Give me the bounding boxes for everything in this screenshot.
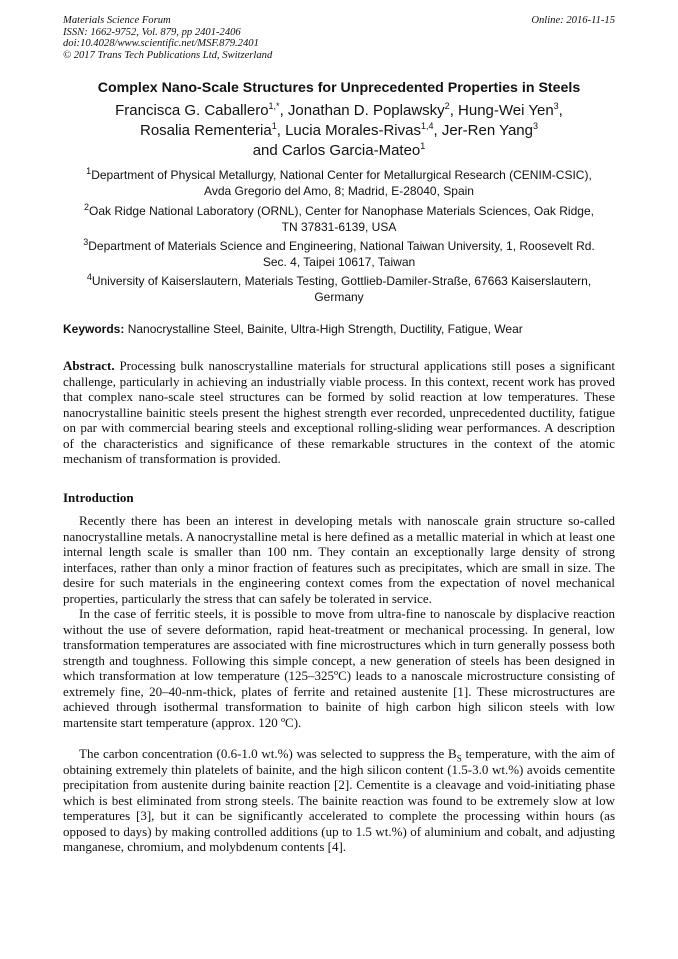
affiliation-number: 3 xyxy=(83,237,89,247)
journal-header xyxy=(63,15,615,61)
affiliation-4: $^4$University of Kaiserslautern, Materials Testing, Gottlieb-Damiler-Straße, 67663 Kaiserslautern, Germany xyxy=(86,272,592,304)
author-name: Hung-Wei Yen xyxy=(458,102,554,119)
abstract-label: Abstract. xyxy=(63,358,115,373)
intro-paragraph-2: In the case of ferritic steels, it is possible to move from ultra-fine to nanoscale by displacive reaction without the use of severe deformation, rapid heat-treatment or mechanical processing. In general, low transformation temperatures are associated with fine microstructures which in turn generally possess both strength and toughness. Following this simple concept, a new generation of steels has been designed in which transformation at low temperature (125–325ºC) leads to a nanoscale microstructure consisting of extremely fine, 20–40-nm-thick, plates of ferrite and retained austenite [1]. These microstructures are achieved through isothermal transformation to bainite of high carbon high silicon steels with low martensite start temperature (approx. 120 ºC). xyxy=(63,606,615,730)
keywords xyxy=(63,322,615,336)
issn-line: ISSN: 1662-9752, Vol. 879, pp 2401-2406 xyxy=(63,26,241,38)
author-name: Lucia Morales-Rivas xyxy=(285,122,421,139)
affiliation-number: 2 xyxy=(84,202,90,212)
journal-name: Materials Science Forum xyxy=(63,15,171,26)
section-heading-introduction: Introduction xyxy=(63,490,134,505)
intro-paragraph-3: The carbon concentration (0.6-1.0 wt.%) was selected to suppress the $B_S$ temperature, with the aim of obtaining extremely thin platelets of bainite, and the high silicon content (1.5-3.0 wt.%) avoids cementite precipitation from austenite during bainite reaction [2]. Cementite is a cleavage and void-initiating phase which is best eliminated from strong steels. The bainite reaction was found to be extremely slow at low temperatures [3], but it can be significantly accelerated to complete the processing within hours (as opposed to days) by making controlled additions (up to 1.5 wt.%) of aluminium and cobalt, and adjusting manganese, chromium, and molybdenum contents [4]. xyxy=(63,746,615,854)
author-name: Rosalia Rementeria xyxy=(139,122,272,139)
author-name: Jer-Ren Yang xyxy=(441,122,533,139)
affiliation-number: 1 xyxy=(86,166,92,176)
abstract-text: Processing bulk nanoscrystalline materials for structural applications still poses a significant challenge, particularly in achieving an industrially viable process. In this context, recent work has proved that complex nano-scale steel structures can be formed by solid reaction at low temperatures. These nanocrystalline bainitic steels present the highest strength ever recorded, unprecedented ductility, fatigue on par with commercial bearing steels and exceptional rolling-sliding wear performances. A description of the characteristics and significance of these remarkable structures in the context of the atomic mechanism of transformation is provided. xyxy=(63,358,616,466)
doi-line: doi:10.4028/www.scientific.net/MSF.879.2401 xyxy=(63,38,259,50)
author-line-3 xyxy=(30,141,648,161)
abstract xyxy=(63,358,615,467)
author-affiliation-mark: 1 xyxy=(271,121,277,131)
author-affiliation-mark: 1,* xyxy=(268,101,280,111)
copyright-line: © 2017 Trans Tech Publications Ltd, Switzerland xyxy=(63,49,273,61)
author-affiliation-mark: 3 xyxy=(533,121,539,131)
author-line-1: Francisca G. Caballero$^{1,*}$, Jonathan D. Poplawsky$^2$, Hung-Wei Yen$^3$, xyxy=(115,101,563,119)
author-name: Francisca G. Caballero xyxy=(115,102,269,119)
affiliation-3: $^3$Department of Materials Science and Engineering, National Taiwan University, 1, Roosevelt Rd. Sec. 4, Taipei 10617, Taiwan xyxy=(83,237,595,269)
intro-paragraph-1: Recently there has been an interest in developing metals with nanoscale grain structure so-called nanocrystalline metals. A nanocrystalline metal is here defined as a metallic material in which at least one internal length scale is smaller than 100 nm. They contain an exceptionally large density of strong interfaces, rather than only a minor fraction of features such as precipitates, which are small in size. The desire for such materials in the engineering context comes from the expectation of novel mechanical properties, particularly the stress that can safely be tolerated in service. xyxy=(63,513,615,606)
author-affiliation-mark: 1,4 xyxy=(420,121,434,131)
author-line-2: Rosalia Rementeria$^1$, Lucia Morales-Rivas$^{1,4}$, Jer-Ren Yang$^3$ xyxy=(139,121,539,139)
keywords-text: Nanocrystalline Steel, Bainite, Ultra-High Strength, Ductility, Fatigue, Wear xyxy=(127,322,523,336)
online-date: Online: 2016-11-15 xyxy=(531,15,615,26)
affiliation-number: 4 xyxy=(86,272,92,282)
author-affiliation-mark: 2 xyxy=(444,101,450,111)
affiliation-2: $^2$Oak Ridge National Laboratory (ORNL), Center for Nanophase Materials Sciences, Oak Ridge, TN 37831-6139, USA xyxy=(84,202,594,234)
author-list xyxy=(30,101,648,161)
affiliation-1: $^1$Department of Physical Metallurgy, National Center for Metallurgical Research (CENIM-CSIC), Avda Gregorio del Amo, 8; Madrid, E-28040, Spain xyxy=(86,166,592,198)
keywords-label: Keywords: xyxy=(63,322,125,336)
subscript-s: S xyxy=(456,753,462,764)
paper-title: Complex Nano-Scale Structures for Unprecedented Properties in Steels xyxy=(97,80,581,96)
author-name: Jonathan D. Poplawsky xyxy=(287,102,445,119)
author-affiliation-mark: 1 xyxy=(420,141,426,151)
author-affiliation-mark: 3 xyxy=(553,101,559,111)
author-name: and Carlos Garcia-Mateo xyxy=(252,142,421,159)
